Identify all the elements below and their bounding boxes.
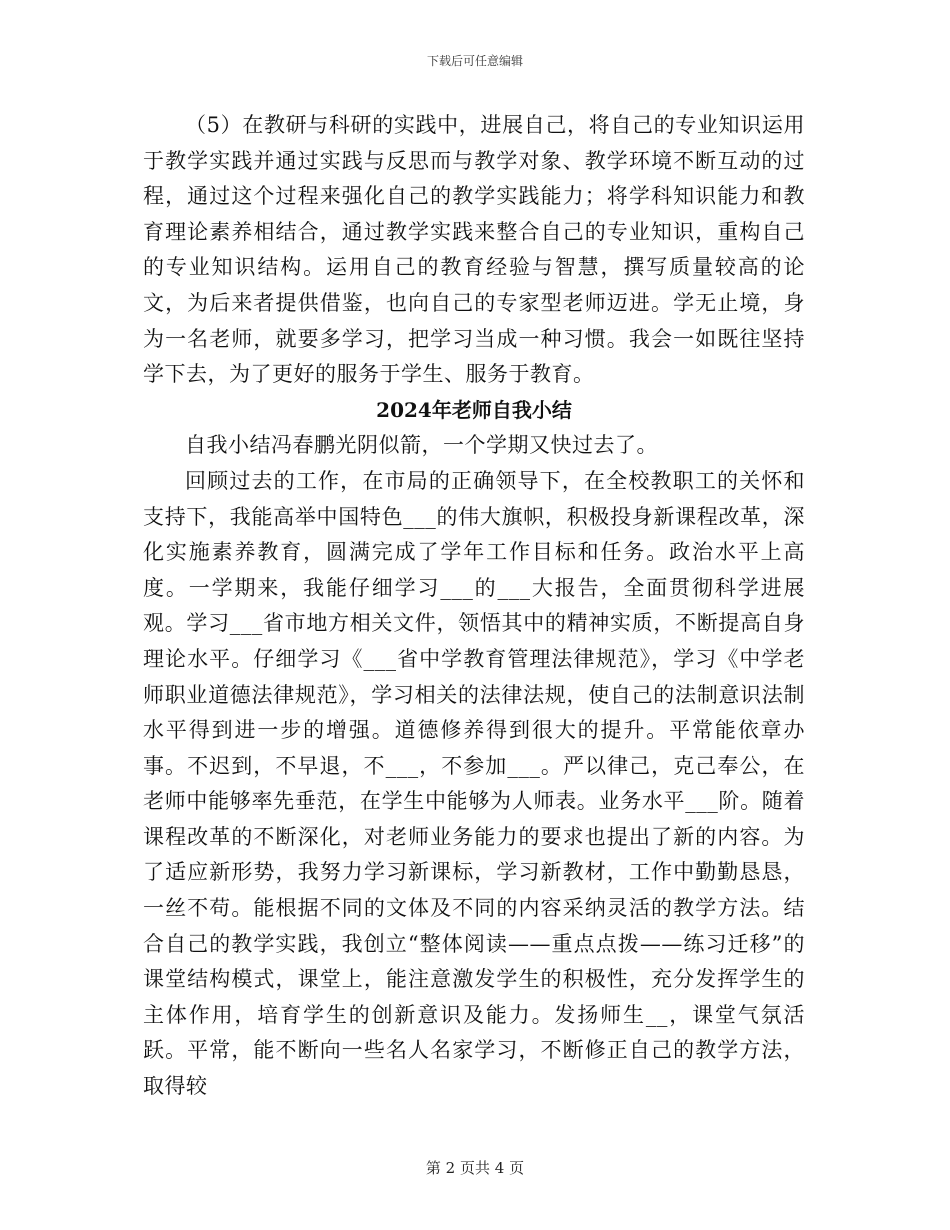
document-body — [143, 108, 805, 1105]
paragraph-review: 回顾过去的工作，在市局的正确领导下，在全校教职工的关怀和支持下，我能高举中国特色___的伟大旗帜，积极投身新课程改革，深化实施素养教育，圆满完成了学年工作目标和任务。政治水平上高度。一学期来，我能仔细学习___的___大报告，全面贯彻科学进展观。学习___省市地方相关文件，领悟其中的精神实质，不断提高自身理论水平。仔细学习《___省中学教育管理法律规范》，学习《中学老师职业道德法律规范》，学习相关的法律法规，使自己的法制意识法制水平得到进一步的增强。道德修养得到很大的提升。平常能依章办事。不迟到，不早退，不___，不参加___。严以律己，克己奉公，在老师中能够率先垂范，在学生中能够为人师表。业务水平___阶。随着课程改革的不断深化，对老师业务能力的要求也提出了新的内容。为了适应新形势，我努力学习新课标，学习新教材，工作中勤勤恳恳，一丝不苟。能根据不同的文体及不同的内容采纳灵活的教学方法。结合自己的教学实践，我创立“整体阅读——重点点拨——练习迁移”的课堂结构模式，课堂上，能注意激发学生的积极性，充分发挥学生的主体作用，培育学生的创新意识及能力。发扬师生__，课堂气氛活跃。平常，能不断向一些名人名家学习，不断修正自己的教学方法，取得较 — [143, 468, 805, 1099]
page-number: 第 2 页共 4 页 — [425, 1159, 525, 1177]
paragraph-research-practice: （5）在教研与科研的实践中，进展自己，将自己的专业知识运用于教学实践并通过实践与反思而与教学对象、教学环境不断互动的过程，通过这个过程来强化自己的教学实践能力；将学科知识能力和教育理论素养相结合，通过教学实践来整合自己的专业知识，重构自己的专业知识结构。运用自己的教育经验与智慧，撰写质量较高的论文，为后来者提供借鉴，也向自己的专家型老师迈进。学无止境，身为一名老师，就要多学习，把学习当成一种习惯。我会一如既往坚持学下去，为了更好的服务于学生、服务于教育。 — [143, 113, 805, 387]
section-title: 2024年老师自我小结 — [376, 397, 572, 422]
paragraph-intro: 自我小结冯春鹏光阴似箭，一个学期又快过去了。 — [185, 433, 658, 458]
page-header: 下载后可任意编辑 — [426, 54, 523, 68]
